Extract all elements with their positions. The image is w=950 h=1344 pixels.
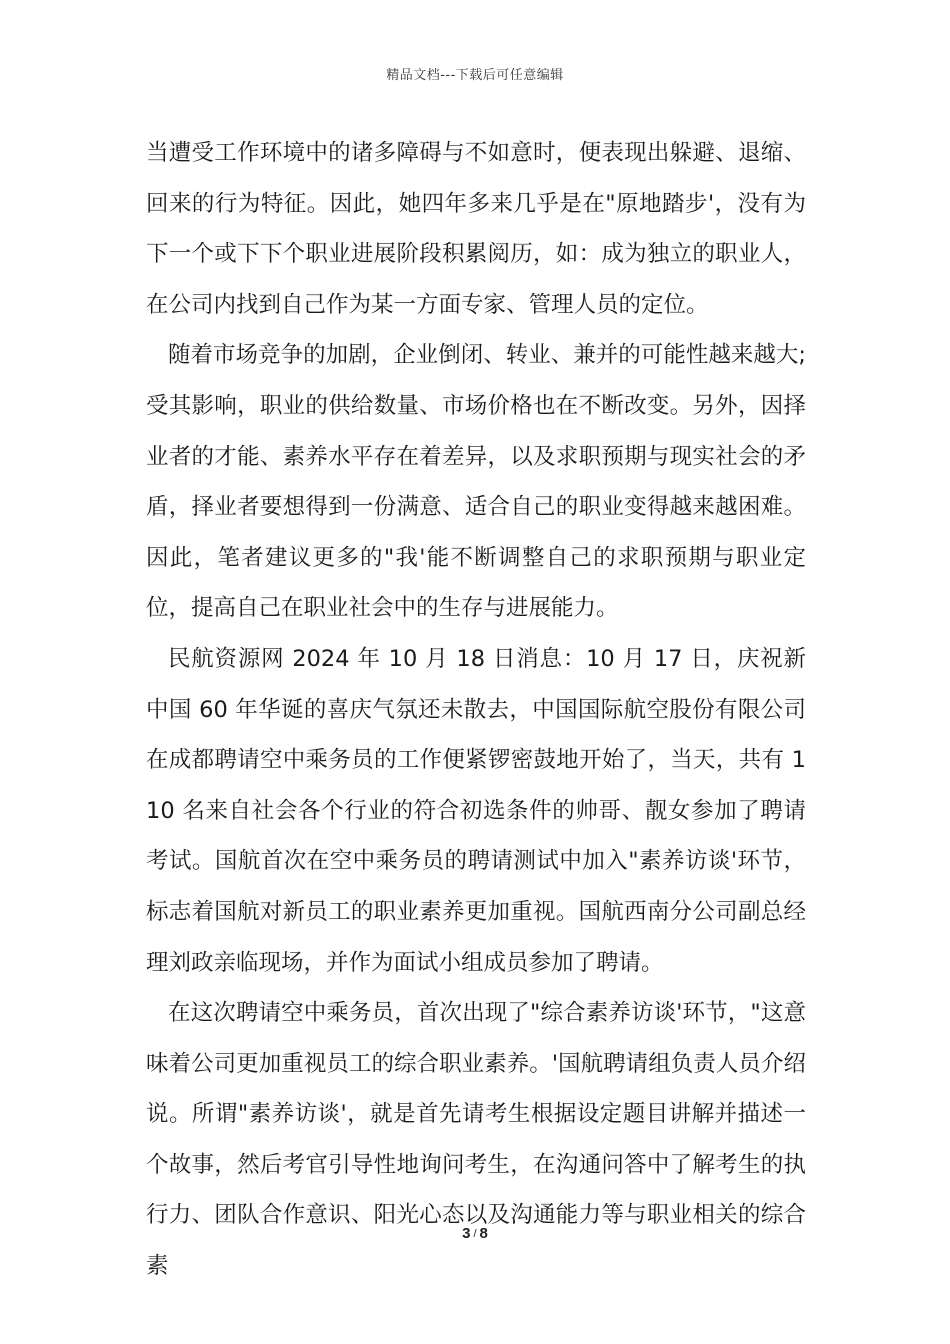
document-body — [146, 128, 806, 1292]
paragraph-2: 随着市场竞争的加剧，企业倒闭、转业、兼并的可能性越来越大;受其影响，职业的供给数量、市场价格也在不断改变。另外，因择业者的才能、素养水平存在着差异，以及求职预期与现实社会的矛盾，择业者要想得到一份满意、适合自己的职业变得越来越困难。因此，笔者建议更多的"我'能不断调整自己的求职预期与职业定位，提高自己在职业社会中的生存与进展能力。 — [146, 342, 806, 622]
paragraph-4: 在这次聘请空中乘务员，首次出现了"综合素养访谈'环节，"这意味着公司更加重视员工的综合职业素养。'国航聘请组负责人员介绍说。所谓"素养访谈'，就是首先请考生根据设定题目讲解并描述一个故事，然后考官引导性地询问考生，在沟通问答中了解考生的执行力、团队合作意识、阳光心态以及沟通能力等与职业相关的综合素 — [146, 1000, 806, 1280]
paragraph-1: 当遭受工作环境中的诸多障碍与不如意时，便表现出躲避、退缩、回来的行为特征。因此，她四年多来几乎是在"原地踏步'，没有为下一个或下下个职业进展阶段积累阅历，如：成为独立的职业人，在公司内找到自己作为某一方面专家、管理人员的定位。 — [146, 140, 806, 318]
current-page-number: 3 — [462, 1225, 471, 1242]
page-number — [0, 1225, 950, 1242]
page-header: 精品文档---下载后可任意编辑 — [386, 68, 564, 83]
total-pages-number: 8 — [479, 1225, 488, 1242]
paragraph-3: 民航资源网 2024 年 10 月 18 日消息：10 月 17 日，庆祝新中国 60 年华诞的喜庆气氛还未散去，中国国际航空股份有限公司在成都聘请空中乘务员的工作便紧锣密鼓地开始了，当天，共有 110 名来自社会各个行业的符合初选条件的帅哥、靓女参加了聘请考试。国航首次在空中乘务员的聘请测试中加入"素养访谈'环节，标志着国航对新员工的职业素养更加重视。国航西南分公司副总经理刘政亲临现场，并作为面试小组成员参加了聘请。 — [146, 645, 806, 976]
page-separator: / — [473, 1228, 477, 1240]
